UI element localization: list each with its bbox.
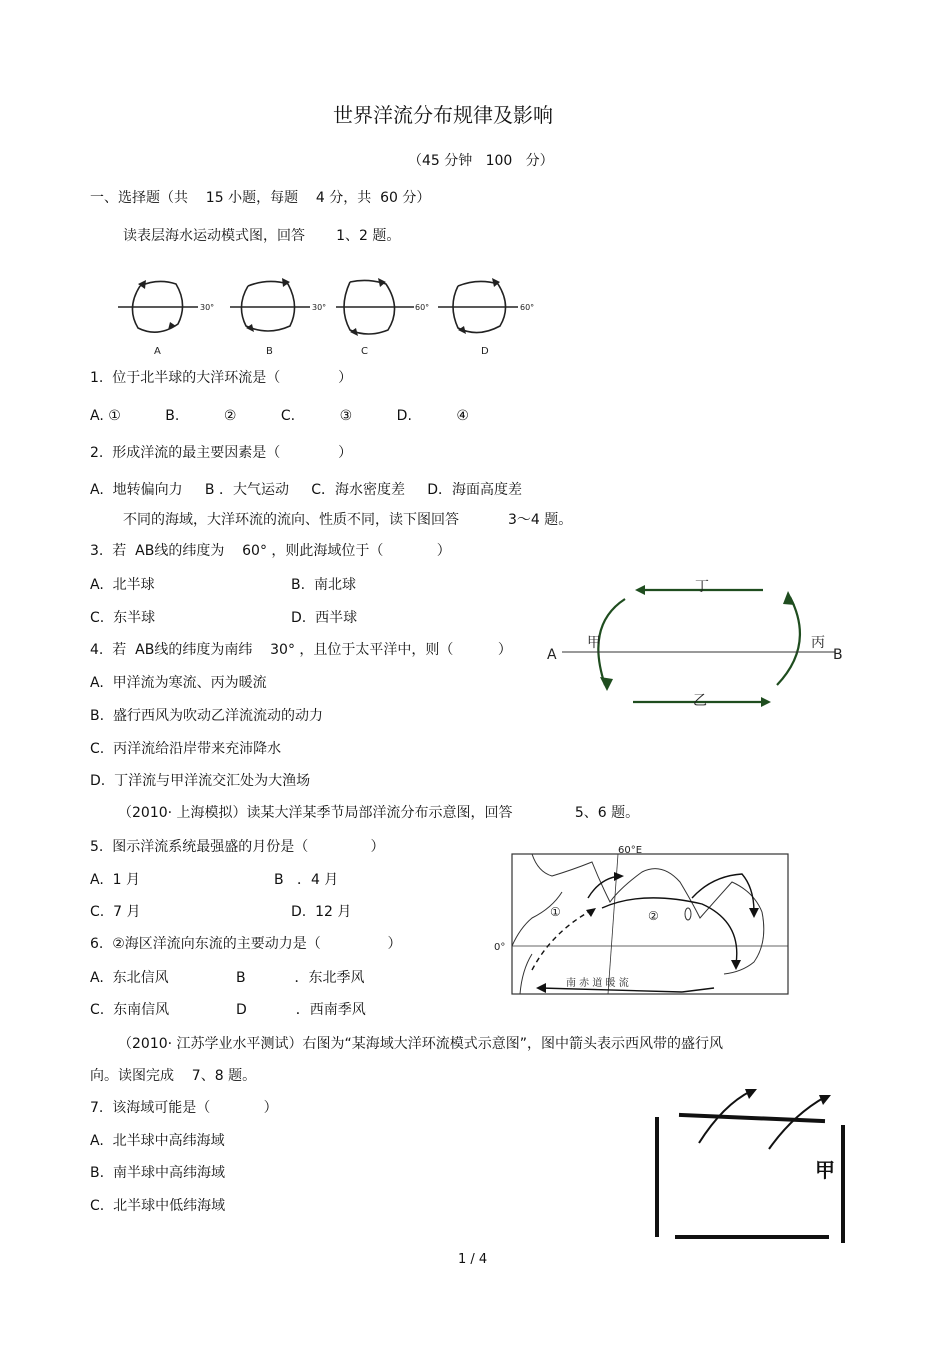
fig2-label-yi: 乙 [693, 693, 707, 709]
section-heading: 一、选择题（共 15 小题，每题 4 分，共 60 分） [90, 190, 431, 206]
fig1-label-c: C [361, 346, 368, 357]
question-7-option-c: C. 北半球中低纬海域 [90, 1198, 226, 1214]
question-4-option-b: B. 盛行西风为吹动乙洋流流动的动力 [90, 708, 323, 724]
fig1-lat-label: 30° [312, 303, 327, 312]
question-4-option-d: D. 丁洋流与甲洋流交汇处为大渔场 [90, 773, 311, 789]
fig3-meridian-label: 60°E [618, 845, 643, 856]
fig2-label-ding: 丁 [695, 579, 709, 595]
fig2-label-b: B [833, 647, 843, 663]
page-subtitle: （45 分钟 100 分） [408, 153, 554, 169]
fig1-label-a: A [154, 346, 161, 357]
fig3-equator-label: 0° [494, 942, 506, 953]
question-7-option-b: B. 南半球中高纬海域 [90, 1165, 225, 1181]
fig3-marker-2: ② [648, 909, 659, 923]
question-3-option-d: D. 西半球 [291, 610, 358, 626]
question-6: 6. ②海区洋流向东流的主要动力是（ ） [90, 936, 402, 952]
fig2-label-bing: 丙 [811, 635, 825, 651]
question-6-option-a: A. 东北信风 [90, 970, 169, 986]
question-5-option-d: D. 12 月 [291, 904, 352, 920]
fig1-label-d: D [481, 346, 489, 357]
question-1-options: A. ① B. ② C. ③ D. ④ [90, 408, 469, 424]
intro-q1-q2: 读表层海水运动模式图，回答 1、2 题。 [123, 228, 401, 244]
question-7-option-a: A. 北半球中高纬海域 [90, 1133, 225, 1149]
fig1-label-b: B [266, 346, 273, 357]
question-3-option-a: A. 北半球 [90, 577, 155, 593]
question-7: 7. 该海域可能是（ ） [90, 1100, 278, 1116]
question-6-option-d: D ．西南季风 [236, 1002, 366, 1018]
question-5-option-b: B ．4 月 [274, 872, 339, 888]
question-3: 3. 若 AB线的纬度为 60° ，则此海域位于（ ） [90, 543, 451, 559]
question-4-option-a: A. 甲洋流为寒流、丙为暖流 [90, 675, 267, 691]
question-4: 4. 若 AB线的纬度为南纬 30° ，且位于太平洋中，则（ ） [90, 642, 512, 658]
question-5-option-a: A. 1 月 [90, 872, 141, 888]
figure-monsoon-currents [492, 842, 792, 997]
intro-q5-q6: （2010· 上海模拟）读某大洋某季节局部洋流分布示意图，回答 5、6 题。 [118, 805, 640, 821]
intro-q7-q8-line2: 向。读图完成 7、8 题。 [90, 1068, 257, 1084]
intro-q7-q8-line1: （2010· 江苏学业水平测试）右图为“某海域大洋环流模式示意图”，图中箭头表示西风带的盛行风 [118, 1036, 724, 1052]
fig2-label-a: A [547, 647, 557, 663]
question-1: 1. 位于北半球的大洋环流是（ ） [90, 370, 353, 386]
fig3-marker-1: ① [550, 905, 561, 919]
fig1-lat-label: 30° [200, 303, 215, 312]
figure-westerly-model [645, 1085, 855, 1245]
page-title: 世界洋流分布规律及影响 [333, 103, 553, 127]
question-6-option-c: C. 东南信风 [90, 1002, 170, 1018]
figure-circulation-models [118, 278, 548, 358]
question-4-option-c: C. 丙洋流给沿岸带来充沛降水 [90, 741, 282, 757]
fig1-lat-label: 60° [520, 303, 535, 312]
question-2: 2. 形成洋流的最主要因素是（ ） [90, 445, 353, 461]
fig1-lat-label: 60° [415, 303, 430, 312]
question-3-option-b: B. 南北球 [291, 577, 356, 593]
question-6-option-b: B ．东北季风 [236, 970, 365, 986]
question-3-option-c: C. 东半球 [90, 610, 156, 626]
fig4-label-jia: 甲 [815, 1158, 835, 1182]
page-number: 1 / 4 [458, 1252, 488, 1267]
fig3-current-label: 南 赤 道 暖 流 [566, 978, 629, 989]
question-2-options: A. 地转偏向力 B ．大气运动 C．海水密度差 D．海面高度差 [90, 482, 523, 498]
question-5: 5. 图示洋流系统最强盛的月份是（ ） [90, 839, 385, 855]
figure-ab-circulation [545, 575, 845, 710]
fig2-label-jia: 甲 [587, 635, 601, 651]
intro-q3-q4: 不同的海域，大洋环流的流向、性质不同，读下图回答 3～4 题。 [123, 512, 573, 528]
question-5-option-c: C. 7 月 [90, 904, 141, 920]
